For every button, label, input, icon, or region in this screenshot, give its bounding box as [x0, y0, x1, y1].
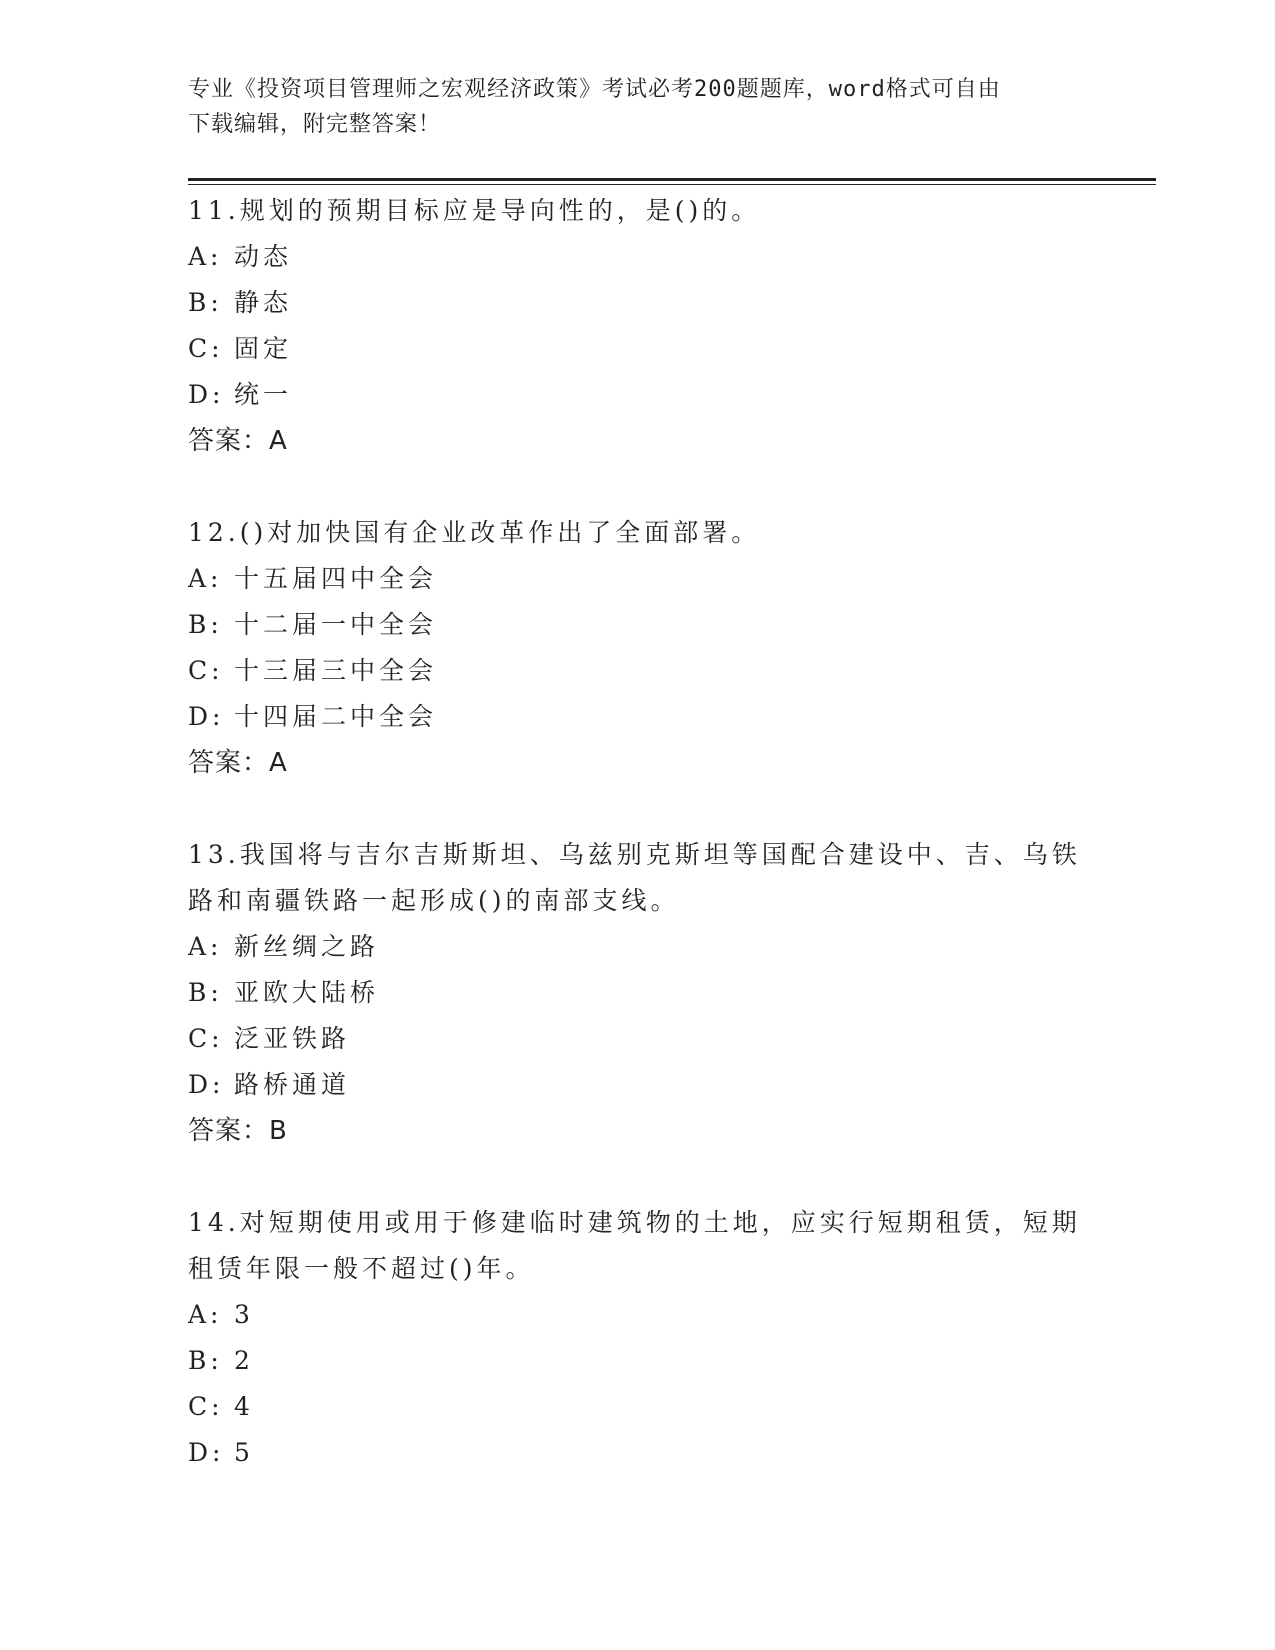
document-header [188, 72, 1088, 142]
option-letter: B: [188, 978, 223, 1007]
option-text: 十五届四中全会 [234, 564, 438, 593]
question-stem: 13.我国将与吉尔吉斯斯坦、乌兹别克斯坦等国配合建设中、吉、乌铁路和南疆铁路一起形成()的南部支线。 [188, 840, 1081, 915]
option-text: 亚欧大陆桥 [234, 978, 380, 1007]
option-letter: B: [188, 1346, 223, 1375]
option-text: 十四届二中全会 [234, 702, 438, 731]
option-d [188, 372, 1088, 418]
option-letter: A: [188, 932, 223, 961]
option-d [188, 1430, 1088, 1476]
option-text: 固定 [234, 334, 293, 363]
question-stem: 12.()对加快国有企业改革作出了全面部署。 [188, 518, 761, 547]
option-text: 十二届一中全会 [234, 610, 438, 639]
answer-line: 答案：B [188, 1116, 288, 1146]
option-text: 4 [234, 1392, 254, 1421]
option-a [188, 1292, 1088, 1338]
header-divider-thin [188, 184, 1156, 185]
option-letter: A: [188, 564, 223, 593]
option-letter: D: [188, 1070, 225, 1099]
option-letter: A: [188, 242, 223, 271]
option-text: 5 [234, 1438, 254, 1467]
option-c [188, 1384, 1088, 1430]
question-list [188, 188, 1088, 1522]
option-c [188, 1016, 1088, 1062]
header-line-2: 下载编辑，附完整答案！ [188, 112, 442, 137]
option-text: 静态 [234, 288, 293, 317]
option-letter: D: [188, 1438, 225, 1467]
option-c [188, 648, 1088, 694]
question-stem: 14.对短期使用或用于修建临时建筑物的土地，应实行短期租赁，短期租赁年限一般不超过()年。 [188, 1208, 1081, 1283]
option-b [188, 280, 1088, 326]
option-a [188, 924, 1088, 970]
option-letter: B: [188, 610, 223, 639]
option-text: 统一 [234, 380, 293, 409]
option-letter: A: [188, 1300, 223, 1329]
option-text: 新丝绸之路 [234, 932, 380, 961]
question-14 [188, 1200, 1088, 1476]
option-letter: D: [188, 380, 225, 409]
option-letter: C: [188, 1392, 224, 1421]
option-letter: B: [188, 288, 223, 317]
option-text: 2 [234, 1346, 254, 1375]
option-d [188, 1062, 1088, 1108]
answer-line: 答案：A [188, 748, 288, 778]
header-line-1: 专业《投资项目管理师之宏观经济政策》考试必考200题题库，word格式可自由 [188, 77, 1001, 102]
option-c [188, 326, 1088, 372]
option-d [188, 694, 1088, 740]
option-b [188, 970, 1088, 1016]
option-a [188, 556, 1088, 602]
option-text: 动态 [234, 242, 293, 271]
question-11 [188, 188, 1088, 464]
option-letter: C: [188, 334, 224, 363]
option-b [188, 602, 1088, 648]
option-letter: C: [188, 656, 224, 685]
option-text: 泛亚铁路 [234, 1024, 351, 1053]
option-b [188, 1338, 1088, 1384]
option-letter: C: [188, 1024, 224, 1053]
question-stem: 11.规划的预期目标应是导向性的，是()的。 [188, 196, 761, 225]
question-12 [188, 510, 1088, 786]
option-letter: D: [188, 702, 225, 731]
question-13 [188, 832, 1088, 1154]
header-divider-thick [188, 178, 1156, 181]
option-a [188, 234, 1088, 280]
option-text: 十三届三中全会 [234, 656, 438, 685]
option-text: 3 [234, 1300, 254, 1329]
answer-line: 答案：A [188, 426, 288, 456]
option-text: 路桥通道 [234, 1070, 351, 1099]
